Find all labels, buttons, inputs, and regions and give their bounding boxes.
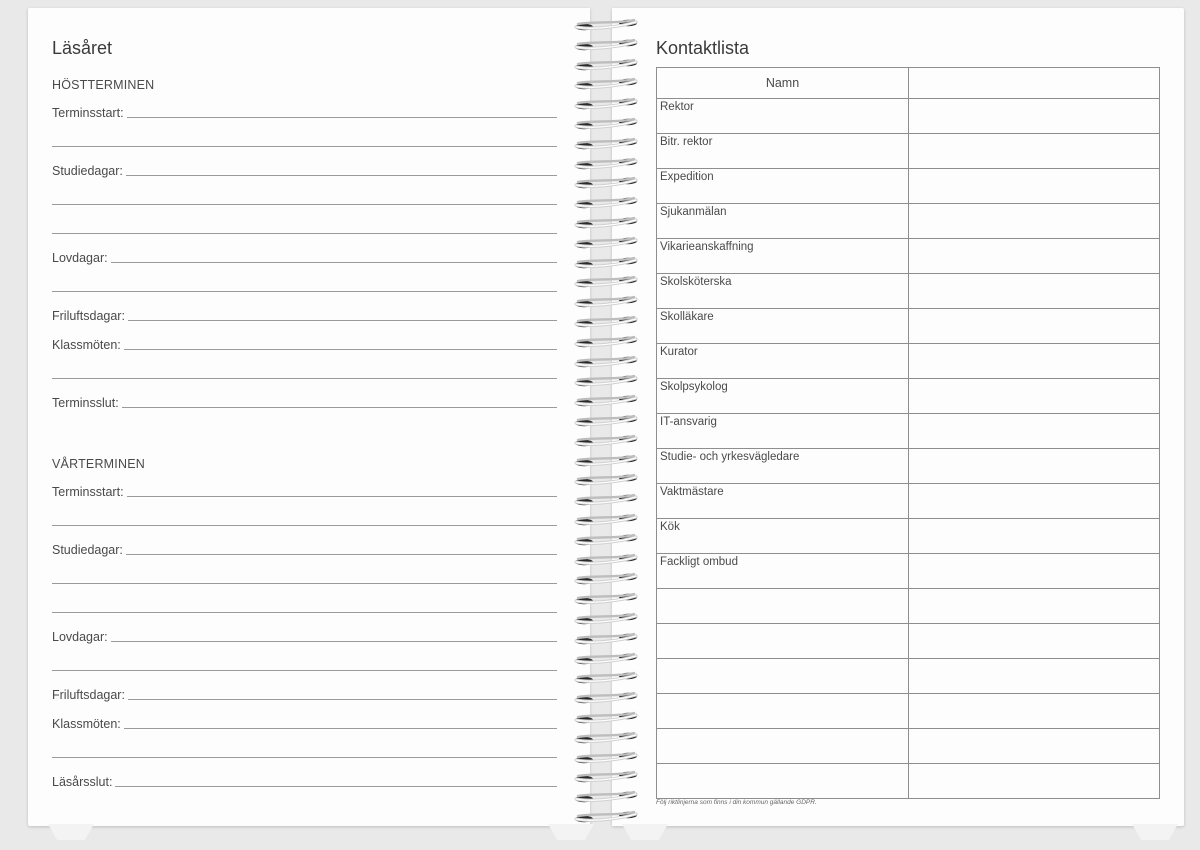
autumn-outdoor-days-label: Friluftsdagar: bbox=[52, 309, 125, 323]
spring-study-days-label: Studiedagar: bbox=[52, 543, 123, 557]
autumn-term-end-row[interactable] bbox=[52, 396, 557, 410]
contact-value-cell[interactable] bbox=[909, 624, 1160, 659]
blank-line-row[interactable] bbox=[52, 135, 557, 149]
contact-role-cell[interactable] bbox=[657, 694, 909, 729]
contact-role-cell[interactable] bbox=[657, 414, 909, 449]
page-title-kontaktlista: Kontaktlista bbox=[656, 38, 750, 58]
table-row bbox=[657, 449, 1160, 484]
contact-value-cell[interactable] bbox=[909, 764, 1160, 799]
contact-value-cell[interactable] bbox=[909, 309, 1160, 344]
spiral-coil bbox=[570, 612, 642, 624]
write-line[interactable] bbox=[122, 407, 557, 408]
spiral-coil bbox=[570, 473, 642, 485]
spiral-coil bbox=[570, 374, 642, 386]
spiral-coil bbox=[570, 770, 642, 782]
page-tab bbox=[1132, 824, 1178, 840]
table-row bbox=[657, 589, 1160, 624]
blank-line-row[interactable] bbox=[52, 601, 557, 615]
write-line[interactable] bbox=[126, 554, 557, 555]
table-row bbox=[657, 99, 1160, 134]
column-header-blank bbox=[909, 68, 1160, 99]
spiral-coil bbox=[570, 533, 642, 545]
column-header-namn: Namn bbox=[657, 68, 909, 99]
contact-role-label: Bitr. rektor bbox=[660, 136, 713, 148]
write-line[interactable] bbox=[52, 612, 557, 613]
table-row bbox=[657, 204, 1160, 239]
table-row bbox=[657, 309, 1160, 344]
blank-line-row[interactable] bbox=[52, 746, 557, 760]
contact-value-cell[interactable] bbox=[909, 99, 1160, 134]
contact-value-cell[interactable] bbox=[909, 414, 1160, 449]
contact-role-cell[interactable] bbox=[657, 169, 909, 204]
spring-holidays-row[interactable] bbox=[52, 630, 557, 644]
contact-role-label: Skolläkare bbox=[660, 311, 714, 323]
spiral-coil bbox=[570, 671, 642, 683]
spiral-coil bbox=[570, 751, 642, 763]
spiral-coil bbox=[570, 196, 642, 208]
contact-table bbox=[656, 67, 1160, 799]
contact-role-label bbox=[657, 764, 908, 766]
spiral-binding bbox=[566, 12, 646, 832]
write-line[interactable] bbox=[128, 699, 557, 700]
autumn-class-meetings-row[interactable] bbox=[52, 338, 557, 352]
contact-role-cell[interactable] bbox=[657, 134, 909, 169]
contact-value-cell[interactable] bbox=[909, 659, 1160, 694]
blank-line-row[interactable] bbox=[52, 222, 557, 236]
spring-term-heading: VÅRTERMINEN bbox=[52, 457, 145, 471]
write-line[interactable] bbox=[52, 525, 557, 526]
spiral-coil bbox=[570, 295, 642, 307]
contact-value-cell[interactable] bbox=[909, 554, 1160, 589]
contact-role-label: Sjukanmälan bbox=[660, 206, 727, 218]
spiral-coil bbox=[570, 592, 642, 604]
spiral-coil bbox=[570, 176, 642, 188]
write-line[interactable] bbox=[52, 670, 557, 671]
autumn-study-days-row[interactable] bbox=[52, 164, 557, 178]
contact-role-cell[interactable] bbox=[657, 624, 909, 659]
contact-role-cell[interactable] bbox=[657, 519, 909, 554]
blank-line-row[interactable] bbox=[52, 367, 557, 381]
contact-value-cell[interactable] bbox=[909, 449, 1160, 484]
contact-role-cell[interactable] bbox=[657, 729, 909, 764]
write-line[interactable] bbox=[52, 204, 557, 205]
table-row bbox=[657, 414, 1160, 449]
contact-role-cell[interactable] bbox=[657, 344, 909, 379]
spring-year-end-row[interactable] bbox=[52, 775, 557, 789]
autumn-term-start-row[interactable] bbox=[52, 106, 557, 120]
contact-role-cell[interactable] bbox=[657, 309, 909, 344]
table-header-row bbox=[657, 68, 1160, 99]
write-line[interactable] bbox=[52, 583, 557, 584]
blank-line-row[interactable] bbox=[52, 572, 557, 586]
spiral-coil bbox=[570, 256, 642, 268]
spiral-coil bbox=[570, 414, 642, 426]
spring-outdoor-days-label: Friluftsdagar: bbox=[52, 688, 125, 702]
spiral-coil bbox=[570, 38, 642, 50]
contact-role-cell[interactable] bbox=[657, 379, 909, 414]
contact-role-label: Skolsköterska bbox=[660, 276, 732, 288]
spiral-coil bbox=[570, 493, 642, 505]
spring-term-start-label: Terminsstart: bbox=[52, 485, 124, 499]
autumn-outdoor-days-row[interactable] bbox=[52, 309, 557, 323]
contact-role-cell[interactable] bbox=[657, 99, 909, 134]
table-row bbox=[657, 694, 1160, 729]
right-page bbox=[612, 8, 1184, 826]
contact-value-cell[interactable] bbox=[909, 379, 1160, 414]
contact-value-cell[interactable] bbox=[909, 694, 1160, 729]
spiral-coil bbox=[570, 632, 642, 644]
table-row bbox=[657, 274, 1160, 309]
spiral-coil bbox=[570, 77, 642, 89]
spiral-coil bbox=[570, 553, 642, 565]
write-line[interactable] bbox=[52, 146, 557, 147]
contact-table-body bbox=[657, 99, 1160, 799]
spiral-coil bbox=[570, 790, 642, 802]
spiral-coil bbox=[570, 137, 642, 149]
spring-study-days-row[interactable] bbox=[52, 543, 557, 557]
table-row bbox=[657, 729, 1160, 764]
contact-value-cell[interactable] bbox=[909, 274, 1160, 309]
write-line[interactable] bbox=[111, 262, 557, 263]
spiral-coil bbox=[570, 216, 642, 228]
contact-role-label: IT-ansvarig bbox=[660, 416, 717, 428]
spiral-coil bbox=[570, 58, 642, 70]
spiral-coil bbox=[570, 236, 642, 248]
blank-line-row[interactable] bbox=[52, 514, 557, 528]
left-page bbox=[28, 8, 590, 826]
contact-role-cell[interactable] bbox=[657, 484, 909, 519]
spiral-coil bbox=[570, 394, 642, 406]
contact-value-cell[interactable] bbox=[909, 344, 1160, 379]
blank-line-row[interactable] bbox=[52, 659, 557, 673]
page-tab bbox=[48, 824, 94, 840]
blank-line-row[interactable] bbox=[52, 280, 557, 294]
write-line[interactable] bbox=[127, 496, 557, 497]
contact-role-cell[interactable] bbox=[657, 554, 909, 589]
spiral-coil bbox=[570, 711, 642, 723]
spring-holidays-label: Lovdagar: bbox=[52, 630, 108, 644]
write-line[interactable] bbox=[52, 291, 557, 292]
spiral-coil bbox=[570, 454, 642, 466]
autumn-term-end-label: Terminsslut: bbox=[52, 396, 119, 410]
contact-role-label bbox=[657, 589, 908, 591]
spiral-coil bbox=[570, 315, 642, 327]
spiral-coil bbox=[570, 275, 642, 287]
spring-outdoor-days-row[interactable] bbox=[52, 688, 557, 702]
contact-role-cell[interactable] bbox=[657, 239, 909, 274]
spring-class-meetings-row[interactable] bbox=[52, 717, 557, 731]
page-title-lasaret: Läsåret bbox=[52, 38, 113, 58]
contact-role-label: Fackligt ombud bbox=[660, 556, 738, 568]
spiral-coil bbox=[570, 810, 642, 822]
contact-role-cell[interactable] bbox=[657, 204, 909, 239]
spring-term-start-row[interactable] bbox=[52, 485, 557, 499]
spiral-coil bbox=[570, 355, 642, 367]
contact-role-label bbox=[657, 659, 908, 661]
contact-value-cell[interactable] bbox=[909, 484, 1160, 519]
contact-value-cell[interactable] bbox=[909, 519, 1160, 554]
spiral-coil bbox=[570, 335, 642, 347]
write-line[interactable] bbox=[124, 349, 557, 350]
spiral-coil bbox=[570, 434, 642, 446]
table-row bbox=[657, 764, 1160, 799]
contact-value-cell[interactable] bbox=[909, 729, 1160, 764]
write-line[interactable] bbox=[111, 641, 557, 642]
write-line[interactable] bbox=[124, 728, 557, 729]
table-row bbox=[657, 169, 1160, 204]
write-line[interactable] bbox=[128, 320, 557, 321]
contact-role-label bbox=[657, 694, 908, 696]
contact-role-label: Studie- och yrkesvägledare bbox=[660, 451, 800, 463]
autumn-class-meetings-label: Klassmöten: bbox=[52, 338, 121, 352]
contact-role-label: Kurator bbox=[660, 346, 698, 358]
autumn-term-start-label: Terminsstart: bbox=[52, 106, 124, 120]
contact-role-label bbox=[657, 729, 908, 731]
write-line[interactable] bbox=[126, 175, 557, 176]
contact-role-label: Kök bbox=[660, 521, 680, 533]
contact-role-cell[interactable] bbox=[657, 764, 909, 799]
table-row bbox=[657, 659, 1160, 694]
spiral-coil bbox=[570, 731, 642, 743]
spring-year-end-label: Läsårsslut: bbox=[52, 775, 113, 789]
table-row bbox=[657, 379, 1160, 414]
autumn-term-heading: HÖSTTERMINEN bbox=[52, 78, 155, 92]
contact-role-cell[interactable] bbox=[657, 274, 909, 309]
write-line[interactable] bbox=[115, 786, 557, 787]
spiral-coil bbox=[570, 691, 642, 703]
table-row bbox=[657, 344, 1160, 379]
spring-class-meetings-label: Klassmöten: bbox=[52, 717, 121, 731]
contact-value-cell[interactable] bbox=[909, 204, 1160, 239]
contact-value-cell[interactable] bbox=[909, 134, 1160, 169]
table-row bbox=[657, 554, 1160, 589]
autumn-study-days-label: Studiedagar: bbox=[52, 164, 123, 178]
contact-value-cell[interactable] bbox=[909, 589, 1160, 624]
contact-role-label: Rektor bbox=[660, 101, 694, 113]
contact-role-cell[interactable] bbox=[657, 589, 909, 624]
spiral-coil bbox=[570, 157, 642, 169]
gdpr-footnote: Följ riktlinjerna som finns i din kommun gällande GDPR. bbox=[656, 799, 817, 806]
write-line[interactable] bbox=[52, 233, 557, 234]
blank-line-row[interactable] bbox=[52, 193, 557, 207]
spiral-coil bbox=[570, 117, 642, 129]
autumn-holidays-label: Lovdagar: bbox=[52, 251, 108, 265]
contact-role-cell[interactable] bbox=[657, 659, 909, 694]
contact-value-cell[interactable] bbox=[909, 239, 1160, 274]
write-line[interactable] bbox=[52, 378, 557, 379]
table-row bbox=[657, 484, 1160, 519]
table-row bbox=[657, 624, 1160, 659]
table-row bbox=[657, 239, 1160, 274]
write-line[interactable] bbox=[52, 757, 557, 758]
table-row bbox=[657, 134, 1160, 169]
contact-role-label: Expedition bbox=[660, 171, 714, 183]
spiral-coil bbox=[570, 652, 642, 664]
spiral-coil bbox=[570, 97, 642, 109]
contact-role-cell[interactable] bbox=[657, 449, 909, 484]
spiral-coil bbox=[570, 572, 642, 584]
contact-role-label: Skolpsykolog bbox=[660, 381, 728, 393]
contact-value-cell[interactable] bbox=[909, 169, 1160, 204]
spiral-coil bbox=[570, 513, 642, 525]
write-line[interactable] bbox=[127, 117, 557, 118]
contact-role-label: Vikarieanskaffning bbox=[660, 241, 754, 253]
table-row bbox=[657, 519, 1160, 554]
spiral-coil bbox=[570, 18, 642, 30]
contact-role-label: Vaktmästare bbox=[660, 486, 724, 498]
contact-role-label bbox=[657, 624, 908, 626]
autumn-holidays-row[interactable] bbox=[52, 251, 557, 265]
